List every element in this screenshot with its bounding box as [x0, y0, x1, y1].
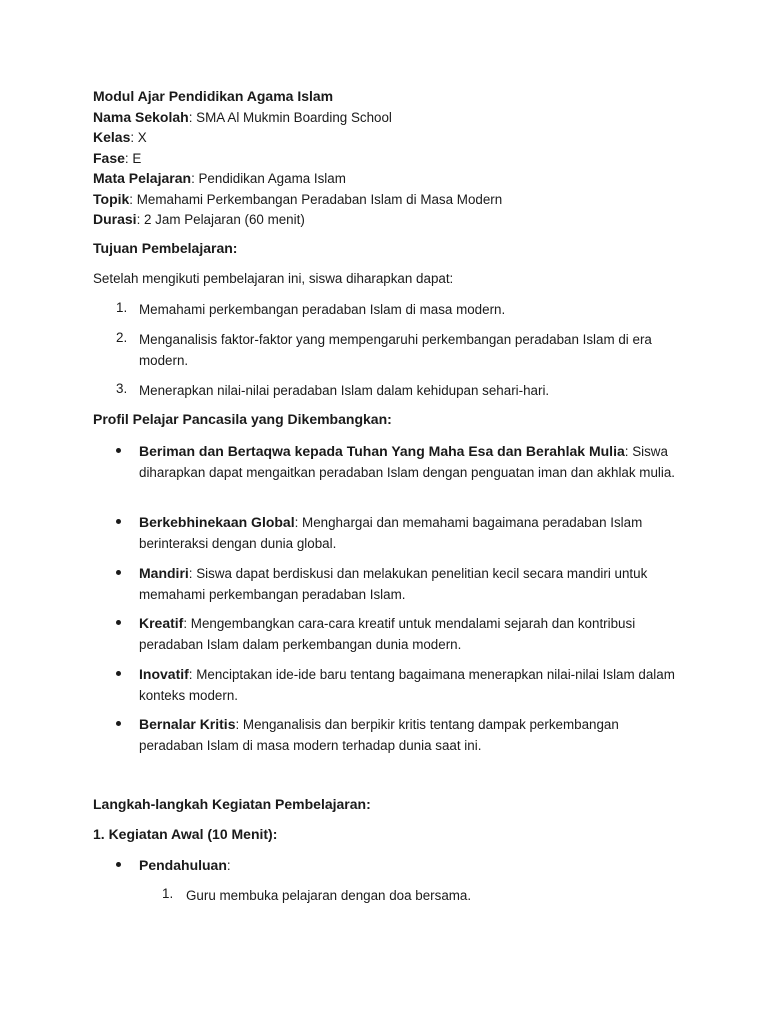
field-label: Topik — [93, 190, 130, 207]
profile-desc: : Mengembangkan cara-cara kreatif untuk mendalami sejarah dan kontribusi peradaban Islam dalam perkembangan dunia modern. — [139, 616, 636, 652]
profile-term: Bernalar Kritis — [139, 716, 236, 732]
list-text — [139, 613, 676, 655]
list-item — [116, 855, 676, 877]
bullet-icon — [116, 519, 121, 524]
profile-term: Inovatif — [139, 666, 189, 682]
bullet-icon — [116, 862, 121, 867]
field-label: Kelas — [93, 129, 131, 145]
profile-term: Mandiri — [139, 565, 189, 581]
list-text: Menerapkan nilai-nilai peradaban Islam dalam kehidupan sehari-hari. — [139, 383, 550, 398]
list-number: 3. — [116, 381, 128, 396]
field-value: : E — [124, 150, 142, 166]
section-heading-profil: Profil Pelajar Pancasila yang Dikembangkan: — [93, 411, 392, 427]
activity-desc: : — [226, 858, 231, 873]
list-number: 2. — [116, 330, 128, 345]
bullet-icon — [116, 448, 121, 453]
list-item — [116, 441, 676, 483]
list-text — [139, 563, 676, 605]
field-label: Mata Pelajaran — [93, 170, 192, 186]
field-label: Fase — [93, 149, 125, 166]
bullet-icon — [116, 671, 121, 676]
list-text: Memahami perkembangan peradaban Islam di masa modern. — [139, 302, 506, 317]
list-item — [116, 664, 676, 706]
field-class — [93, 127, 693, 148]
activity-term: Pendahuluan — [139, 857, 227, 873]
list-text: Menganalisis faktor-faktor yang mempengaruhi perkembangan peradaban Islam di era modern. — [139, 332, 652, 368]
bullet-icon — [116, 620, 121, 625]
profile-desc: : Menganalisis dan berpikir kritis tentang dampak perkembangan peradaban Islam di masa modern terhadap dunia saat ini. — [139, 717, 619, 753]
section-heading-langkah: Langkah-langkah Kegiatan Pembelajaran: — [93, 796, 371, 812]
profile-term: Kreatif — [139, 615, 184, 631]
field-school — [93, 107, 693, 128]
list-number: 1. — [116, 300, 128, 315]
profile-desc: : Siswa diharapkan dapat mengaitkan peradaban Islam dengan penguatan iman dan akhlak mulia. — [139, 444, 676, 480]
sub-heading-kegiatan-awal: 1. Kegiatan Awal (10 Menit): — [93, 826, 278, 842]
tujuan-intro: Setelah mengikuti pembelajaran ini, siswa diharapkan dapat: — [93, 271, 454, 286]
field-label: Nama Sekolah — [93, 108, 189, 125]
list-text — [139, 512, 676, 554]
list-item — [116, 330, 676, 371]
field-value: : X — [130, 130, 147, 145]
list-item — [116, 512, 676, 554]
list-text — [139, 714, 676, 756]
field-label: Durasi — [93, 211, 137, 227]
profile-term: Beriman dan Bertaqwa kepada Tuhan Yang Maha Esa dan Berahlak Mulia — [139, 443, 625, 459]
list-text — [139, 664, 676, 706]
list-item — [162, 886, 682, 907]
bullet-icon — [116, 721, 121, 726]
list-number: 1. — [162, 886, 174, 901]
profile-term: Berkebhinekaan Global — [139, 514, 295, 530]
field-value: : Pendidikan Agama Islam — [191, 171, 346, 186]
field-duration — [93, 209, 693, 230]
field-topic — [93, 189, 693, 210]
list-text — [139, 441, 676, 483]
list-item — [116, 613, 676, 655]
list-item — [116, 714, 676, 756]
field-subject — [93, 168, 693, 189]
section-heading-tujuan: Tujuan Pembelajaran: — [93, 240, 238, 256]
list-text: Guru membuka pelajaran dengan doa bersama. — [186, 888, 472, 903]
list-item — [116, 381, 676, 402]
profile-desc: : Menciptakan ide-ide baru tentang bagaimana menerapkan nilai-nilai Islam dalam konteks modern. — [139, 667, 675, 703]
field-value: : Memahami Perkembangan Peradaban Islam di Masa Modern — [129, 191, 503, 207]
bullet-icon — [116, 570, 121, 575]
list-item — [116, 563, 676, 605]
field-phase — [93, 148, 693, 169]
document-header — [93, 86, 693, 230]
document-title: Modul Ajar Pendidikan Agama Islam — [93, 88, 334, 104]
field-value: : 2 Jam Pelajaran (60 menit) — [136, 212, 305, 227]
profile-desc: : Siswa dapat berdiskusi dan melakukan penelitian kecil secara mandiri untuk memahami perkembangan peradaban Islam. — [139, 566, 648, 602]
field-value: : SMA Al Mukmin Boarding School — [188, 109, 392, 125]
list-text — [139, 855, 676, 877]
list-item — [116, 300, 676, 321]
profile-desc: : Menghargai dan memahami bagaimana peradaban Islam berinteraksi dengan dunia global. — [139, 515, 643, 551]
